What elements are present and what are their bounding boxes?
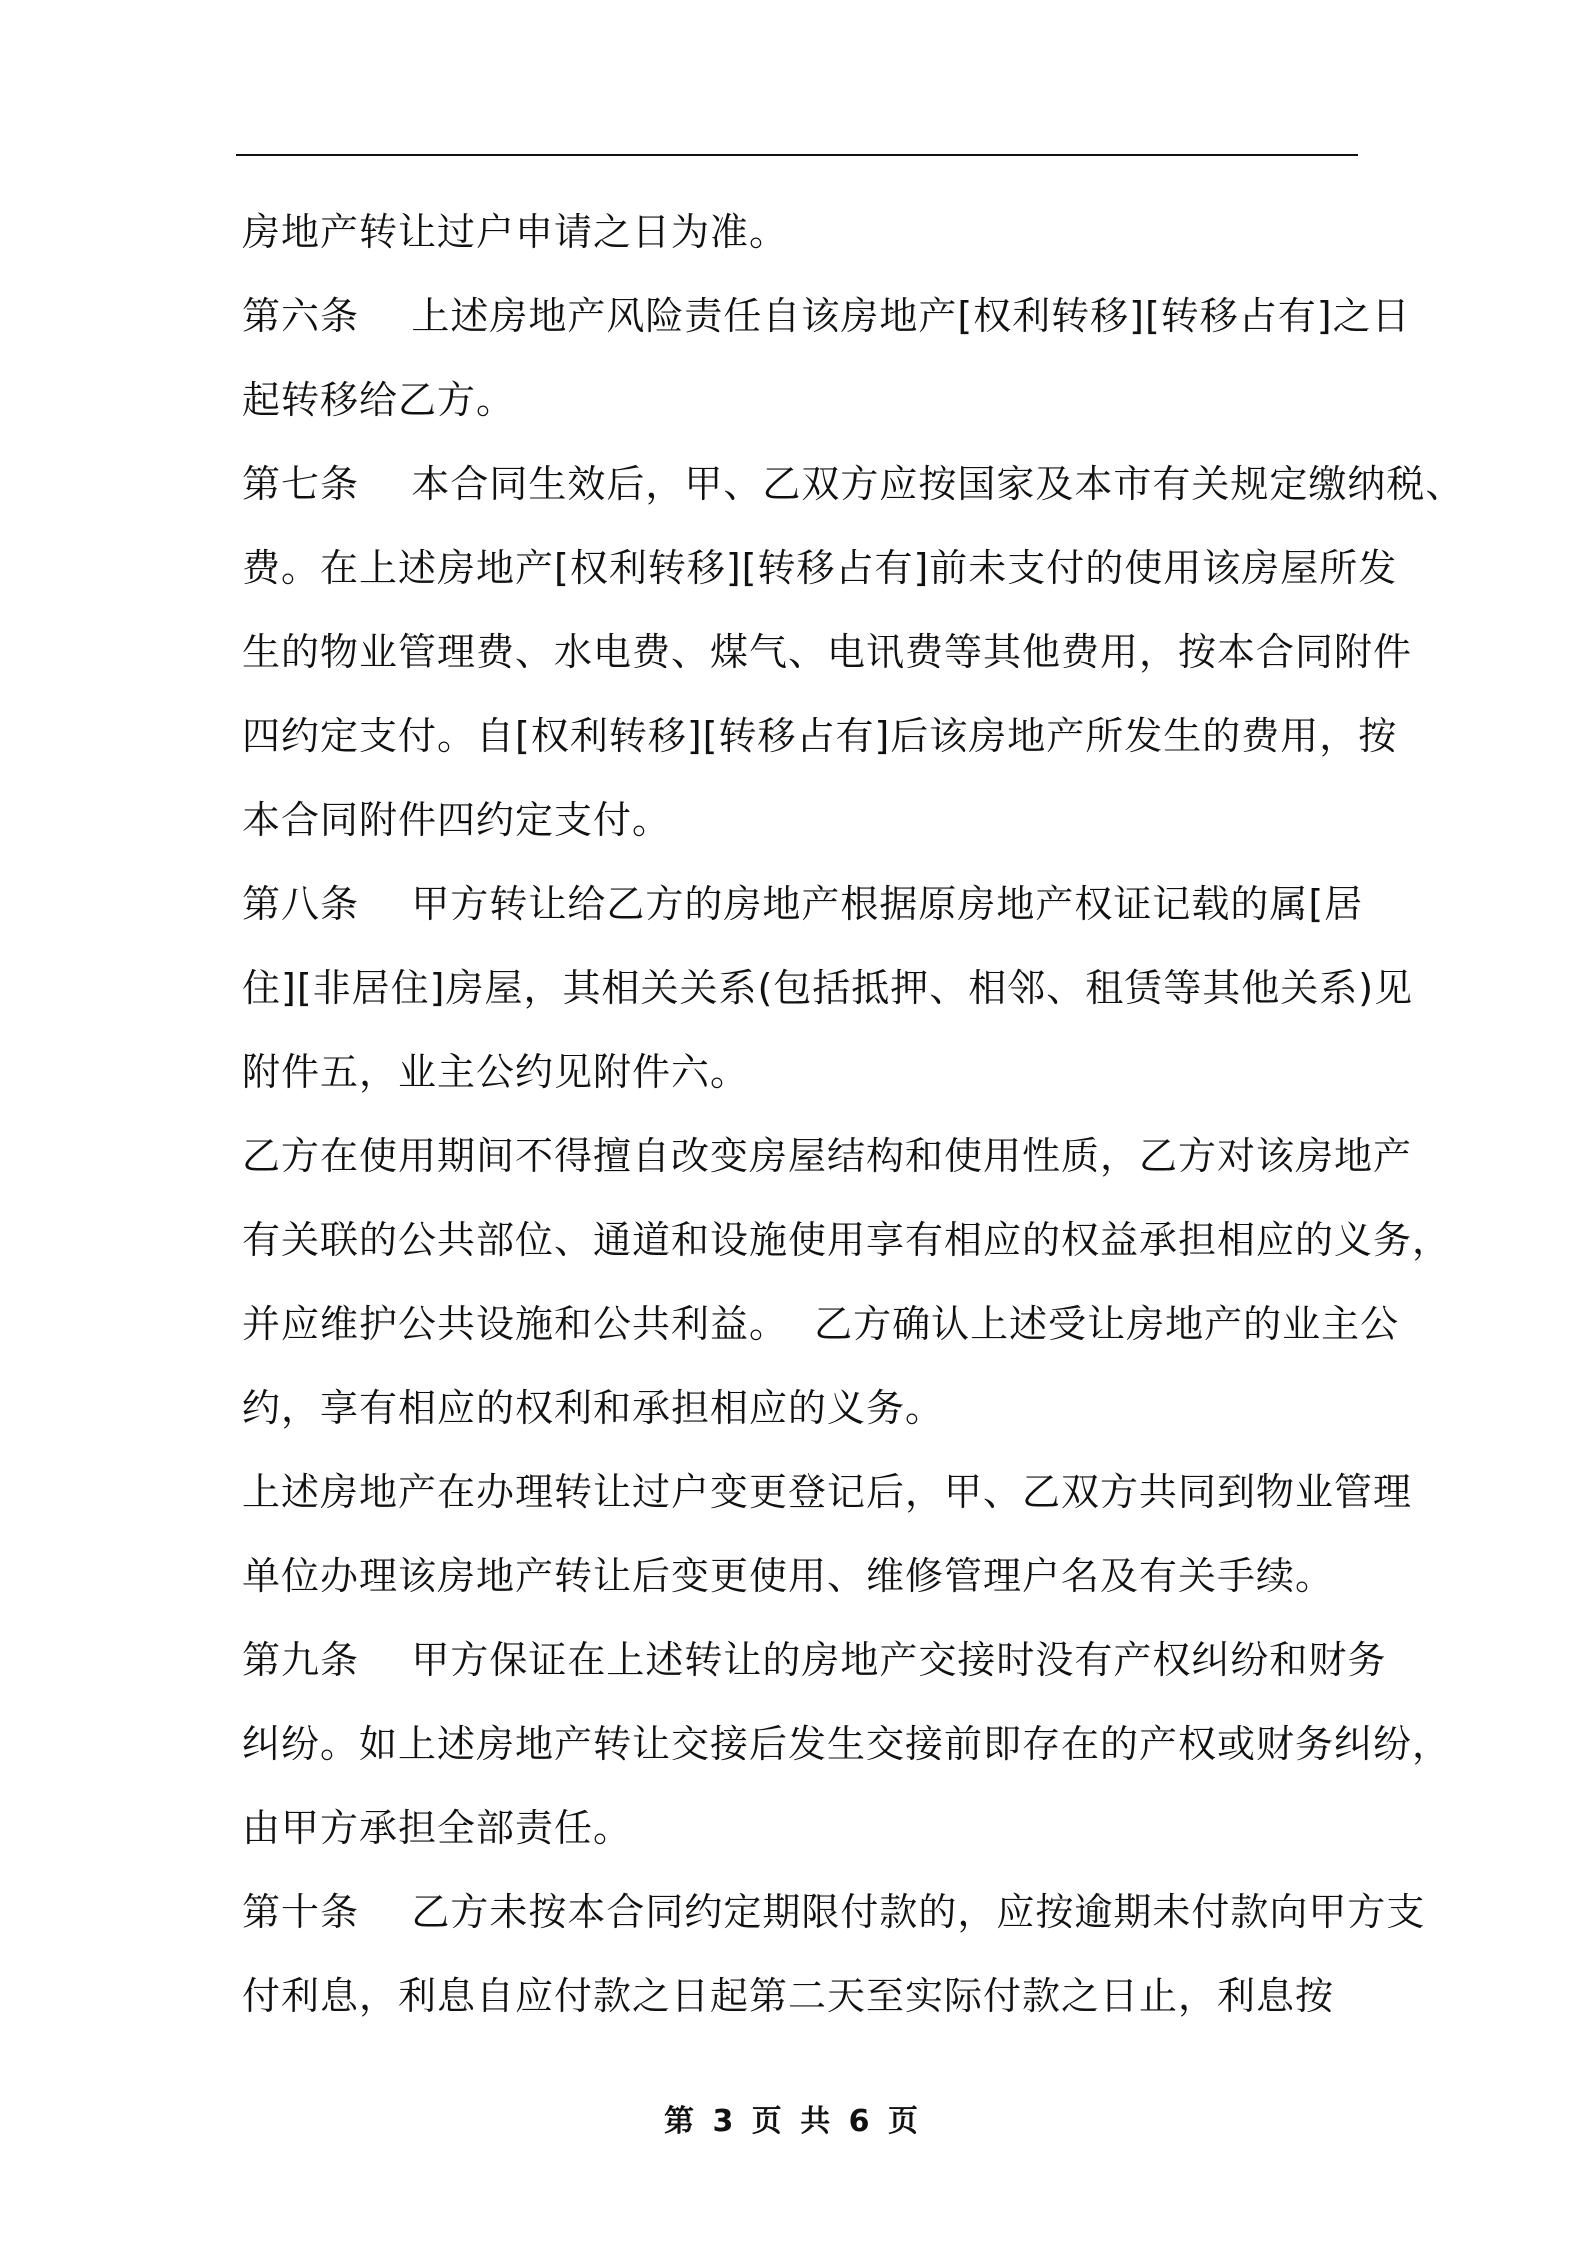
text-line: 纠纷。如上述房地产转让交接后发生交接前即存在的产权或财务纠纷， — [242, 1722, 1452, 1766]
text-line: 房地产转让过户申请之日为准。 — [242, 210, 789, 254]
text-line: 第八条 甲方转让给乙方的房地产根据原房地产权证记载的属[居 — [242, 882, 1364, 926]
text-line: 上述房地产在办理转让过户变更登记后，甲、乙双方共同到物业管理 — [242, 1470, 1413, 1514]
text-line: 由甲方承担全部责任。 — [242, 1806, 633, 1850]
text-line: 费。在上述房地产[权利转移][转移占有]前未支付的使用该房屋所发 — [242, 546, 1398, 590]
text-line: 有关联的公共部位、通道和设施使用享有相应的权益承担相应的义务， — [242, 1218, 1452, 1262]
text-line: 第六条 上述房地产风险责任自该房地产[权利转移][转移占有]之日 — [242, 294, 1411, 338]
text-line: 第九条 甲方保证在上述转让的房地产交接时没有产权纠纷和财务 — [242, 1638, 1387, 1682]
text-line: 单位办理该房地产转让后变更使用、维修管理户名及有关手续。 — [242, 1554, 1335, 1598]
text-line: 第十条 乙方未按本合同约定期限付款的，应按逾期未付款向甲方支 — [242, 1890, 1426, 1934]
text-line: 付利息，利息自应付款之日起第二天至实际付款之日止，利息按 — [242, 1974, 1335, 2018]
text-line: 四约定支付。自[权利转移][转移占有]后该房地产所发生的费用，按 — [242, 714, 1398, 758]
text-line: 第七条 本合同生效后，甲、乙双方应按国家及本市有关规定缴纳税、 — [242, 462, 1465, 506]
text-line: 生的物业管理费、水电费、煤气、电讯费等其他费用，按本合同附件 — [242, 630, 1413, 674]
text-line: 起转移给乙方。 — [242, 378, 516, 422]
text-line: 住][非居住]房屋，其相关关系(包括抵押、相邻、租赁等其他关系)见 — [242, 966, 1414, 1010]
header-rule — [236, 154, 1358, 156]
text-line: 本合同附件四约定支付。 — [242, 798, 672, 842]
text-line: 附件五，业主公约见附件六。 — [242, 1050, 750, 1094]
text-line: 并应维护公共设施和公共利益。 乙方确认上述受让房地产的业主公 — [242, 1302, 1400, 1346]
document-body — [242, 190, 1465, 2038]
text-line: 约，享有相应的权利和承担相应的义务。 — [242, 1386, 945, 1430]
text-line: 乙方在使用期间不得擅自改变房屋结构和使用性质，乙方对该房地产 — [242, 1134, 1413, 1178]
page-number: 第 3 页 共 6 页 — [664, 2104, 922, 2139]
